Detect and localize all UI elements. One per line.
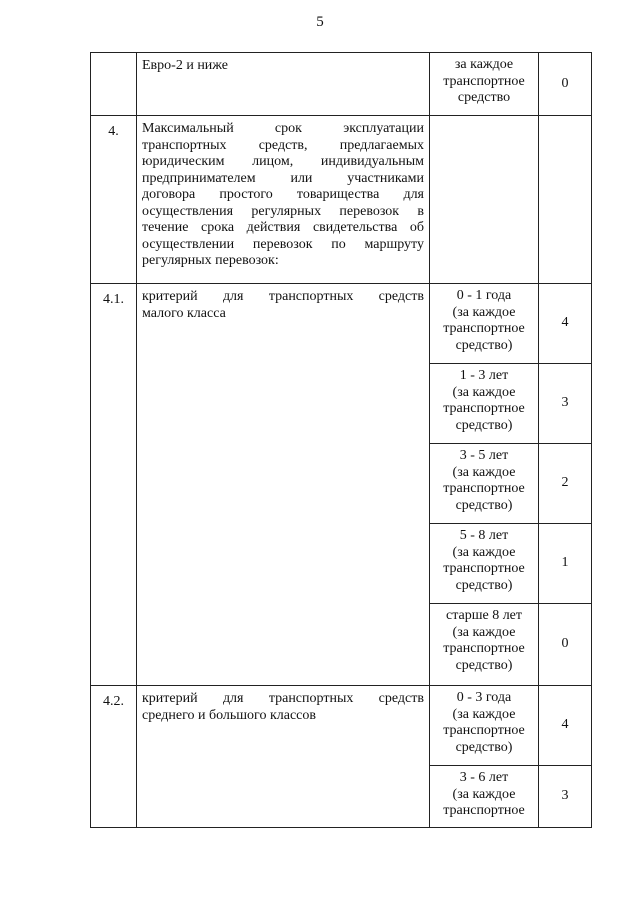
score-cell: 4 <box>539 686 592 766</box>
unit-line: транспортное <box>443 73 525 89</box>
unit-line: средство) <box>455 739 513 755</box>
unit-line: транспортное <box>443 481 525 496</box>
description-line: малого класса <box>142 305 226 321</box>
unit-line: (за каждое <box>452 464 516 480</box>
unit-line: средство) <box>455 497 513 513</box>
score-cell: 0 <box>539 53 592 116</box>
table-row <box>91 53 592 116</box>
score-cell: 0 <box>539 604 592 686</box>
description-line: осуществления регулярных перевозок в <box>142 203 424 219</box>
unit-line: транспортное <box>443 803 525 818</box>
criterion-description <box>137 53 430 116</box>
unit-line: средство) <box>455 417 513 433</box>
score-cell: 3 <box>539 364 592 444</box>
score-cell: 4 <box>539 284 592 364</box>
description-line: договора простого товарищества для <box>142 187 424 202</box>
unit-line: за каждое <box>454 57 514 72</box>
description-line: регулярных перевозок: <box>142 253 279 268</box>
row-number-cell: 4. <box>91 116 137 284</box>
unit-line: средство) <box>455 337 513 353</box>
criterion-description <box>137 284 430 686</box>
description-line: Максимальный срок эксплуатации <box>142 121 424 136</box>
unit-line: транспортное <box>443 321 525 336</box>
unit-line: старше 8 лет <box>445 608 523 623</box>
unit-line: транспортное <box>443 723 525 738</box>
table-row <box>91 116 592 284</box>
unit-line: средство <box>457 90 511 105</box>
description-line: осуществлении перевозок по маршруту <box>142 236 424 252</box>
unit-cell <box>430 604 539 686</box>
row-number-cell: 4.2. <box>91 686 137 828</box>
unit-line: (за каждое <box>452 544 516 560</box>
page-number: 5 <box>316 14 324 30</box>
unit-cell <box>430 766 539 828</box>
criterion-description <box>137 686 430 828</box>
criteria-table <box>90 52 592 828</box>
unit-line: средство) <box>455 577 513 593</box>
unit-line: 3 - 5 лет <box>459 448 509 463</box>
unit-line: (за каждое <box>452 304 516 320</box>
score-cell: 1 <box>539 524 592 604</box>
table-row <box>91 284 592 364</box>
unit-cell <box>430 686 539 766</box>
unit-cell <box>430 53 539 116</box>
unit-cell <box>430 444 539 524</box>
row-number-cell <box>91 53 137 116</box>
unit-cell <box>430 116 539 284</box>
unit-line: транспортное <box>443 401 525 416</box>
description-line: транспортных средств, предлагаемых <box>142 137 424 153</box>
description-line: течение срока действия свидетельства об <box>142 220 424 235</box>
unit-line: (за каждое <box>452 706 516 722</box>
unit-line: (за каждое <box>452 384 516 400</box>
unit-line: (за каждое <box>452 624 516 640</box>
unit-line: 1 - 3 лет <box>459 368 509 383</box>
row-number-cell: 4.1. <box>91 284 137 686</box>
unit-cell <box>430 364 539 444</box>
unit-line: 3 - 6 лет <box>459 770 509 785</box>
score-cell: 3 <box>539 766 592 828</box>
description-line: юридическим лицом, индивидуальным <box>142 154 424 169</box>
unit-line: 0 - 1 года <box>456 288 512 303</box>
unit-line: транспортное <box>443 561 525 576</box>
description-line: среднего и большого классов <box>142 707 316 723</box>
unit-cell <box>430 524 539 604</box>
score-cell <box>539 116 592 284</box>
criterion-description <box>137 116 430 284</box>
unit-line: средство) <box>455 657 513 673</box>
unit-line: (за каждое <box>452 786 516 802</box>
description-line: критерий для транспортных средств <box>142 691 424 706</box>
criterion-text: Евро-2 и ниже <box>142 58 229 73</box>
unit-line: 0 - 3 года <box>456 690 512 705</box>
description-line: предпринимателем или участниками <box>142 170 424 186</box>
score-cell: 2 <box>539 444 592 524</box>
unit-line: транспортное <box>443 641 525 656</box>
unit-line: 5 - 8 лет <box>459 528 509 543</box>
unit-cell <box>430 284 539 364</box>
table-row <box>91 686 592 766</box>
description-line: критерий для транспортных средств <box>142 289 424 304</box>
